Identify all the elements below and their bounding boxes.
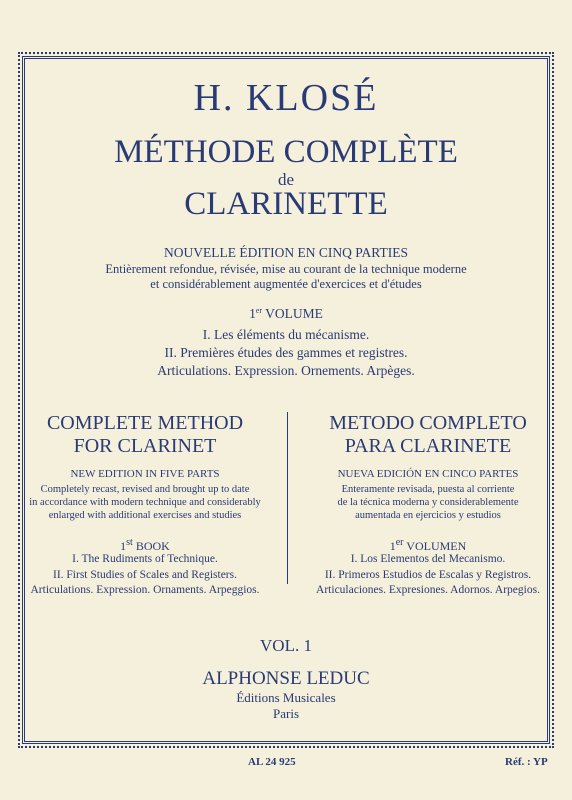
french-content-item: I. Les éléments du mécanisme. xyxy=(202,327,370,342)
english-edition: NEW EDITION IN FIVE PARTS xyxy=(70,468,220,480)
english-book-word: BOOK xyxy=(135,539,170,553)
french-volume-number: 1 xyxy=(249,306,256,321)
french-description xyxy=(0,262,572,292)
spanish-volume-number: 1 xyxy=(389,539,396,553)
french-content-item: Articulations. Expression. Ornements. Arpèges. xyxy=(157,363,415,378)
spanish-description-line: de la técnica moderna y considerablemente xyxy=(337,497,519,508)
title-line-2: CLARINETTE xyxy=(184,186,388,222)
title-connector: de xyxy=(277,170,295,189)
french-description-line: Entièrement refondue, révisée, mise au courant de la technique moderne xyxy=(105,262,467,276)
author-name: H. KLOSÉ xyxy=(193,77,379,119)
english-description-line: enlarged with additional exercises and studies xyxy=(48,510,242,521)
french-volume xyxy=(0,306,572,322)
english-description-line: Completely recast, revised and brought up to date xyxy=(40,484,250,495)
publisher-subtitle: Éditions Musicales xyxy=(236,690,336,705)
spanish-contents xyxy=(298,552,558,599)
spanish-volume-sup: er xyxy=(395,537,404,548)
french-description-line: et considérablement augmentée d'exercices et d'études xyxy=(150,277,422,291)
reference-code: Réf. : YP xyxy=(505,756,548,768)
spanish-title-line: PARA CLARINETE xyxy=(344,435,512,457)
french-edition: NOUVELLE ÉDITION EN CINQ PARTIES xyxy=(164,245,408,260)
volume-label: VOL. 1 xyxy=(260,636,312,655)
spanish-description-line: Enteramente revisada, puesta al corriente xyxy=(341,484,515,495)
column-divider xyxy=(287,412,288,584)
french-content-item: II. Premières études des gammes et registres. xyxy=(164,345,408,360)
spanish-title-line: METODO COMPLETO xyxy=(329,412,527,434)
catalog-number: AL 24 925 xyxy=(248,756,296,768)
spanish-description xyxy=(298,483,558,522)
english-book-number: 1 xyxy=(120,539,127,553)
french-volume-word: VOLUME xyxy=(265,306,323,321)
spanish-content-item: I. Los Elementos del Mecanismo. xyxy=(350,553,506,565)
spanish-content-item: II. Primeros Estudios de Escalas y Registros. xyxy=(324,568,532,581)
publisher-name: ALPHONSE LEDUC xyxy=(202,668,370,689)
title-line-1: MÉTHODE COMPLÈTE xyxy=(114,134,458,170)
english-content-item: II. First Studies of Scales and Registers. xyxy=(53,568,237,581)
english-content-item: Articulations. Expression. Ornaments. Arpeggios. xyxy=(30,584,260,596)
english-description xyxy=(15,483,275,522)
english-description-line: in accordance with modern technique and considerably xyxy=(29,497,261,508)
english-content-item: I. The Rudiments of Technique. xyxy=(72,553,218,565)
english-contents xyxy=(15,552,275,599)
english-title-line: FOR CLARINET xyxy=(73,435,217,457)
spanish-edition: NUEVA EDICIÓN EN CINCO PARTES xyxy=(337,468,519,480)
english-book-sup: st xyxy=(126,537,133,548)
spanish-volume-word: VOLUMEN xyxy=(406,539,467,553)
english-title xyxy=(15,412,275,458)
french-contents xyxy=(0,326,572,380)
publisher-city: Paris xyxy=(273,706,299,721)
spanish-title xyxy=(298,412,558,458)
french-volume-sup: er xyxy=(255,306,263,315)
publisher-details xyxy=(0,690,572,722)
spanish-content-item: Articulaciones. Expresiones. Adornos. Arpegios. xyxy=(316,584,540,596)
spanish-description-line: aumentada en ejercicios y estudios xyxy=(355,510,501,521)
english-title-line: COMPLETE METHOD xyxy=(46,412,244,434)
